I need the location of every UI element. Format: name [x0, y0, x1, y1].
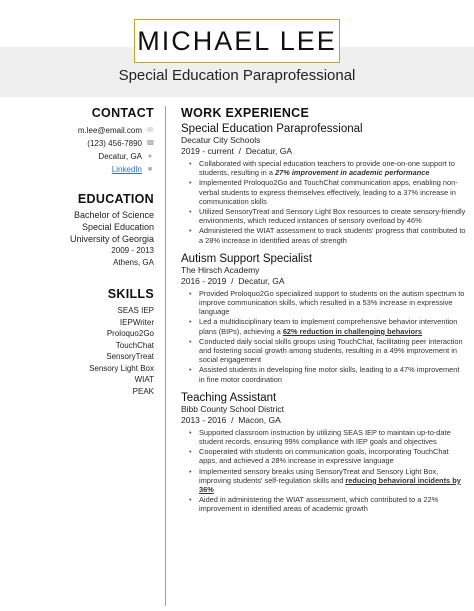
meta-separator: / [228, 414, 236, 425]
meta-separator: / [236, 146, 244, 156]
job-meta [181, 276, 466, 287]
contact-linkedin[interactable] [0, 163, 154, 176]
bullet: • Led a multidisciplinary team to implement comprehensive behavior intervention plans (BIPs), achieving a 62% reduction in challenging behaviors [199, 317, 466, 335]
phone-icon: ☎ [146, 140, 155, 147]
job-org: Bibb County School District [181, 403, 284, 414]
job-org: Decatur City Schools [181, 135, 261, 145]
linkedin-link[interactable]: LinkedIn [111, 165, 142, 174]
job-org: The Hirsch Academy [181, 264, 260, 275]
education-block [0, 209, 154, 269]
location-icon: ● [147, 153, 153, 160]
bullet: • Implemented Proloquo2Go and TouchChat communication apps, enabling non-verbal students to express themselves effectively, leading to a 37% increase in communication skills [199, 178, 466, 206]
bullet: • Administered the WIAT assessment to track students' progress that contributed to a 28% increase in identified areas of strength [199, 226, 466, 244]
job-bullets [199, 428, 466, 514]
job-bullets [199, 159, 466, 245]
left-column [0, 106, 154, 397]
education-degree: Bachelor of Science [73, 210, 154, 220]
job-title: Autism Support Specialist [181, 252, 313, 265]
bullet: • Implemented sensory breaks using SensoryTreat and Sensory Light Box, improving students' self-regulation skills and reducing behavioral incidents by 36% [199, 467, 466, 495]
experience-heading: WORK EXPERIENCE [181, 106, 310, 120]
job-meta [181, 415, 466, 426]
email-icon: ✉ [147, 127, 153, 134]
education-dates: 2009 - 2013 [111, 246, 154, 255]
education-heading: EDUCATION [77, 192, 154, 206]
bullet: • Collaborated with special education teachers to provide one-on-one support to students, resulting in a 27% improvement in academic performance [199, 159, 466, 177]
bullet: • Cooperated with students on communication goals, incorporating TouchChat apps, and achieved a 28% increase in expressive language [199, 447, 466, 465]
skills-heading: SKILLS [107, 287, 154, 301]
contact-phone[interactable] [0, 137, 154, 150]
bullet: • Aided in administering the WIAT assessment, which contributed to a 22% improvement in identified areas of academic growth [199, 495, 466, 513]
bullet: • Supported classroom instruction by utilizing SEAS IEP to maintain up-to-date student records, ensuring 99% compliance with IEP goals and objectives [199, 428, 466, 446]
skill-item: TouchChat [115, 340, 154, 350]
bullet: • Provided Proloquo2Go specialized support to students on the autism spectrum to improve communication skills, which resulted in a 53% increase in expressive language [199, 289, 466, 317]
skill-item: PEAK [132, 386, 154, 396]
bullet: • Assisted students in developing fine motor skills, leading to a 47% improvement in fine motor coordination [199, 365, 466, 383]
job-entry [181, 123, 466, 245]
skill-item: Sensory Light Box [89, 363, 154, 373]
job-entry [181, 253, 466, 384]
linkedin-icon: ■ [147, 166, 153, 173]
job-location: Decatur, GA [238, 275, 285, 286]
phone-text[interactable]: (123) 456-7890 [87, 139, 142, 148]
job-title: Special Education Paraprofessional [181, 123, 363, 135]
contact-email[interactable] [0, 124, 154, 137]
skill-item: WIAT [134, 375, 154, 384]
name-box [134, 19, 340, 63]
contact-list [0, 124, 154, 176]
candidate-name: MICHAEL LEE [137, 25, 337, 56]
job-entry [181, 392, 466, 514]
job-location: Decatur, GA [245, 146, 293, 156]
job-title: Teaching Assistant [181, 391, 277, 404]
job-dates: 2019 - current [181, 146, 234, 156]
resume-title: Special Education Paraprofessional [118, 67, 356, 84]
skill-item: SensoryTreat [106, 352, 154, 361]
job-location: Macon, GA [238, 414, 281, 425]
job-meta [181, 146, 466, 157]
right-column [181, 106, 466, 515]
location-text: Decatur, GA [98, 152, 142, 161]
skill-item: IEPWriter [119, 317, 154, 327]
email-text[interactable]: m.lee@email.com [77, 126, 142, 135]
bullet: • Conducted daily social skills groups using TouchChat, facilitating peer interaction and fostering social growth among students, resulting in a 49% improvement in social engagement [199, 337, 466, 365]
bullet: • Utilized SensoryTreat and Sensory Light Box resources to create sensory-friendly environments, which reduced instances of sensory overload by 46% [199, 207, 466, 225]
education-school: University of Georgia [69, 234, 154, 244]
job-dates: 2016 - 2019 [181, 275, 227, 286]
education-major: Special Education [81, 222, 154, 232]
skill-item: Proloquo2Go [106, 329, 154, 338]
job-dates: 2013 - 2016 [181, 414, 227, 425]
skill-item: SEAS IEP [117, 306, 154, 315]
contact-heading: CONTACT [91, 106, 154, 120]
meta-separator: / [228, 275, 236, 286]
column-divider [165, 106, 166, 606]
skills-list [0, 305, 154, 397]
education-location: Athens, GA [113, 258, 154, 267]
contact-location [0, 150, 154, 163]
job-bullets [199, 289, 466, 384]
